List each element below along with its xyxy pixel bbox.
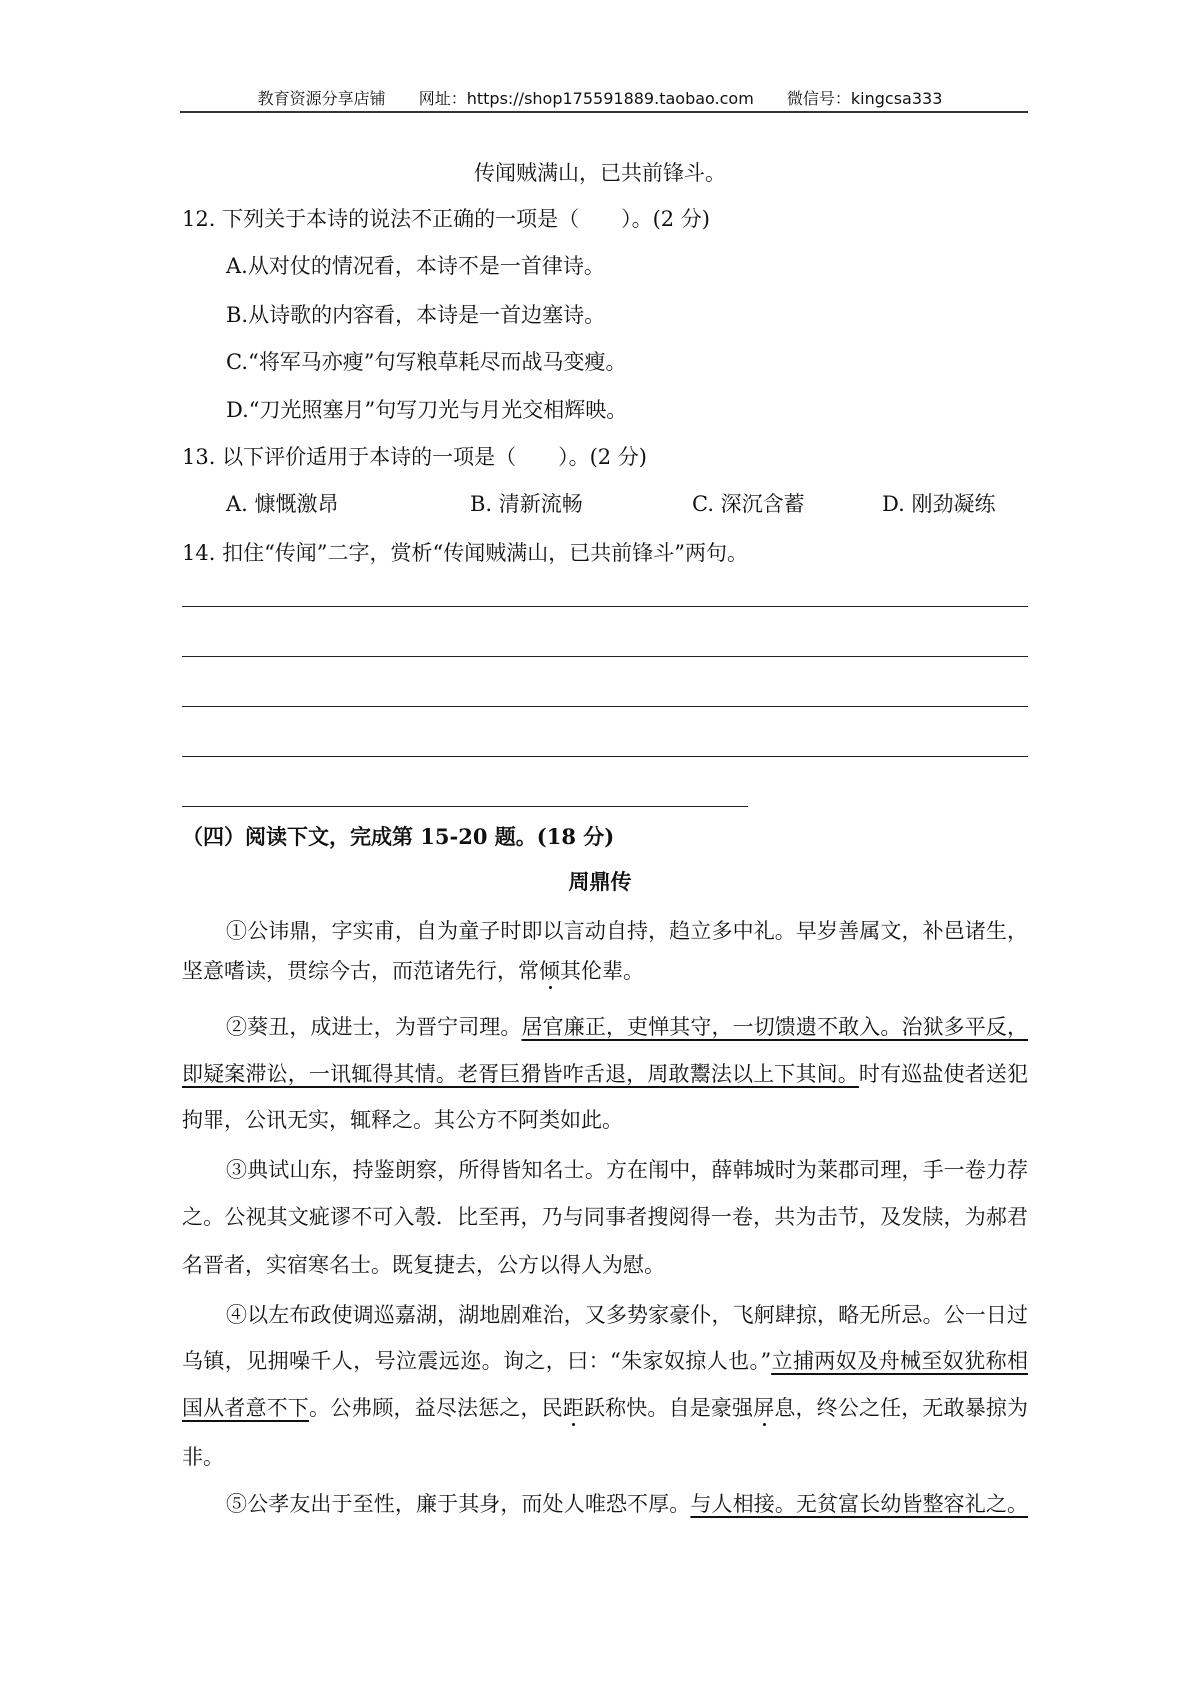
q13-option-b: B. 清新流畅 bbox=[470, 492, 583, 516]
q12-option-c: C.“将军马亦瘦”句写粮草耗尽而战马变瘦。 bbox=[226, 350, 627, 374]
emphasized-char: 倾 bbox=[539, 959, 560, 983]
section-heading: （四）阅读下文，完成第 15-20 题。(18 分) bbox=[182, 824, 615, 849]
passage-text: 息，终公之任，无敢暴掠为 bbox=[774, 1396, 1029, 1420]
emphasized-char: 屏 bbox=[753, 1396, 775, 1420]
q12-stem: 12. 下列关于本诗的说法不正确的一项是（ ）。(2 分) bbox=[182, 207, 710, 231]
passage-line bbox=[226, 1011, 1028, 1041]
q12-option-b: B.从诗歌的内容看，本诗是一首边塞诗。 bbox=[226, 303, 606, 327]
page-header bbox=[0, 86, 1200, 109]
passage-text: 时有巡盐使者送犯 bbox=[858, 1062, 1028, 1086]
passage-line bbox=[182, 1249, 1028, 1279]
passage-title: 周鼎传 bbox=[568, 869, 632, 894]
passage-line bbox=[182, 1345, 1028, 1375]
header-shop: 教育资源分享店铺 bbox=[257, 89, 386, 108]
q13-option-d: D. 刚劲凝练 bbox=[882, 492, 996, 516]
q13-option-a: A. 慷慨激昂 bbox=[226, 492, 339, 516]
passage-text: 乌镇，见拥噪千人，号泣震远迩。询之，曰：“朱家奴掠人也。” bbox=[182, 1349, 772, 1373]
passage-line bbox=[182, 1104, 1028, 1134]
passage-line bbox=[226, 915, 1028, 945]
poem-line: 传闻贼满山，已共前锋斗。 bbox=[474, 161, 726, 185]
underlined-text: 即疑案滞讼，一讯辄得其情。老胥巨猾皆咋舌退，周敢鬻法以上下其间。 bbox=[182, 1062, 859, 1086]
header-wechat: 微信号：kingcsa333 bbox=[786, 89, 943, 108]
emphasized-char: 距 bbox=[562, 1396, 584, 1420]
passage-text: 非。 bbox=[182, 1445, 224, 1469]
passage-line bbox=[182, 1441, 1028, 1471]
passage-text: 之。公视其文疵谬不可入彀．比至再，乃与同事者搜阅得一卷，共为击节，及发牍，为郝君 bbox=[182, 1205, 1028, 1229]
answer-line[interactable] bbox=[182, 706, 1028, 707]
underlined-text: 立捕两奴及舟械至奴犹称相 bbox=[771, 1349, 1028, 1373]
passage-text: 。公弗顾，益尽法惩之，民 bbox=[308, 1396, 563, 1420]
answer-line[interactable] bbox=[182, 806, 748, 807]
passage-text: 名晋者，实宿寒名士。既复捷去，公方以得人为慰。 bbox=[182, 1253, 665, 1277]
underlined-text: 居官廉正，吏惮其守，一切馈遗不敢入。治狱多平反， bbox=[521, 1015, 1029, 1039]
answer-line[interactable] bbox=[182, 756, 1028, 757]
passage-text: ①公讳鼎，字实甫，自为童子时即以言动自持，趋立多中礼。早岁善属文，补邑诸生， bbox=[226, 919, 1028, 943]
header-url: 网址：https://shop175591889.taobao.com bbox=[418, 89, 754, 108]
header-rule bbox=[180, 111, 1028, 113]
q14-stem: 14. 扣住“传闻”二字，赏析“传闻贼满山，已共前锋斗”两句。 bbox=[182, 541, 749, 565]
passage-line bbox=[226, 1154, 1028, 1184]
passage-text: 坚意嗜读，贯综今古，而范诸先行，常 bbox=[182, 959, 539, 983]
passage-line bbox=[226, 1488, 1028, 1518]
passage-line bbox=[182, 1058, 1028, 1088]
passage-text: ⑤公孝友出于至性，廉于其身，而处人唯恐不厚。 bbox=[226, 1492, 691, 1516]
passage-text: 跃称快。自是豪强 bbox=[583, 1396, 754, 1420]
passage-text: ②葵丑，成进士，为晋宁司理。 bbox=[226, 1015, 522, 1039]
q13-option-c: C. 深沉含蓄 bbox=[692, 492, 805, 516]
passage-line bbox=[182, 955, 1028, 985]
underlined-text: 与人相接。无贫富长幼皆整容礼之。 bbox=[690, 1492, 1029, 1516]
answer-line[interactable] bbox=[182, 606, 1028, 607]
q12-option-a: A.从对仗的情况看，本诗不是一首律诗。 bbox=[226, 254, 605, 278]
passage-text: 拘罪，公讯无实，辄释之。其公方不阿类如此。 bbox=[182, 1108, 623, 1132]
passage-text: ③典试山东，持鉴朗察，所得皆知名士。方在闱中，薛韩城时为莱郡司理，手一卷力荐 bbox=[226, 1158, 1028, 1182]
passage-text: 其伦辈。 bbox=[560, 959, 644, 983]
underlined-text: 国从者意不下 bbox=[182, 1396, 309, 1420]
passage-line bbox=[182, 1392, 1028, 1422]
answer-line[interactable] bbox=[182, 656, 1028, 657]
q12-option-d: D.“刀光照塞月”句写刀光与月光交相辉映。 bbox=[226, 398, 628, 422]
passage-text: ④以左布政使调巡嘉湖，湖地剧难治，又多势家豪仆，飞舸肆掠，略无所忌。公一日过 bbox=[226, 1303, 1028, 1327]
q13-stem: 13. 以下评价适用于本诗的一项是（ ）。(2 分) bbox=[182, 445, 647, 469]
passage-line bbox=[182, 1201, 1028, 1231]
passage-line bbox=[226, 1299, 1028, 1329]
